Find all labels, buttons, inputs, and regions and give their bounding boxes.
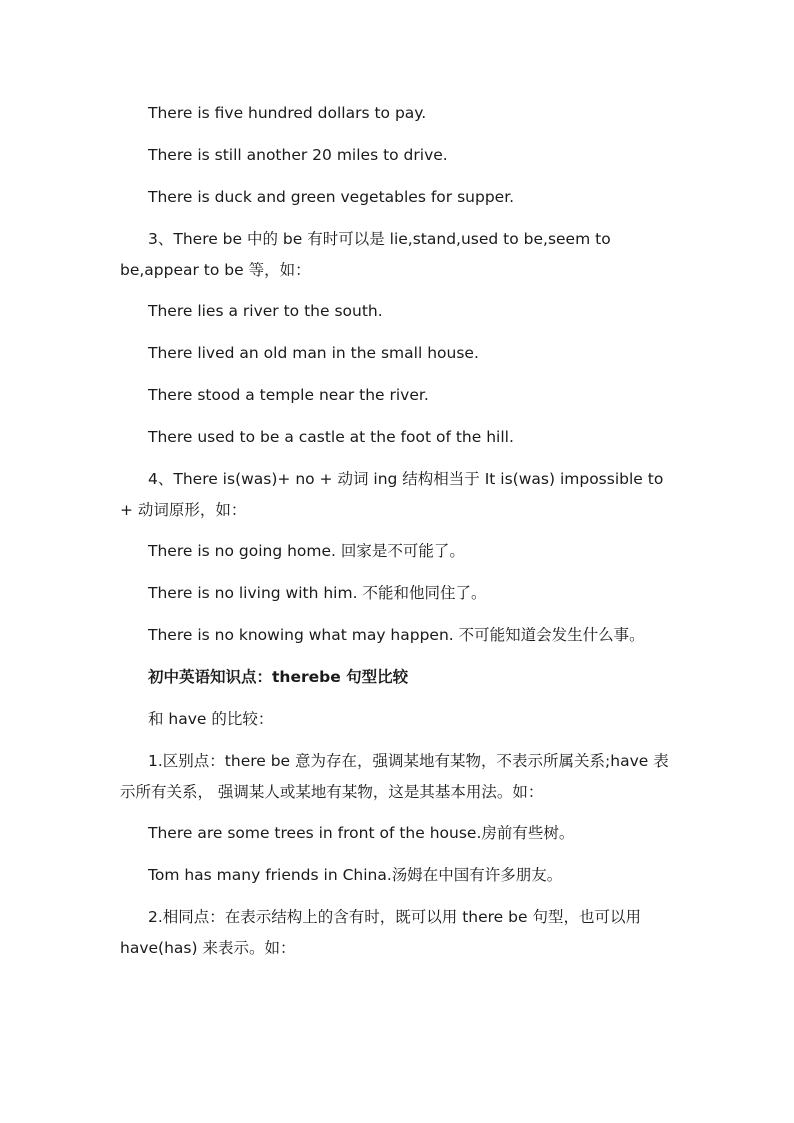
rule-paragraph-4: 4、There is(was)+ no + 动词 ing 结构相当于 It is(was) impossible to + 动词原形，如： — [120, 470, 664, 519]
example-sentence: There is no knowing what may happen. 不可能知道会发生什么事。 — [148, 626, 645, 644]
section-heading: 初中英语知识点：therebe 句型比较 — [148, 668, 409, 686]
example-sentence: There is no going home. 回家是不可能了。 — [148, 542, 465, 560]
example-sentence: There stood a temple near the river. — [148, 386, 429, 404]
subheading: 和 have 的比较： — [148, 710, 274, 728]
example-sentence: There is no living with him. 不能和他同住了。 — [148, 584, 487, 602]
example-sentence: There used to be a castle at the foot of the hill. — [148, 428, 514, 446]
difference-paragraph: 1.区别点：there be 意为存在，强调某地有某物，不表示所属关系;have 表示所有关系， 强调某人或某地有某物，这是其基本用法。如： — [120, 752, 669, 801]
example-sentence: There lived an old man in the small house. — [148, 344, 479, 362]
example-sentence: Tom has many friends in China.汤姆在中国有许多朋友。 — [148, 866, 563, 884]
example-sentence: There is five hundred dollars to pay. — [148, 104, 427, 122]
example-sentence: There lies a river to the south. — [148, 302, 383, 320]
example-sentence: There is duck and green vegetables for supper. — [148, 188, 515, 206]
example-sentence: There is still another 20 miles to drive. — [148, 146, 448, 164]
similarity-paragraph: 2.相同点：在表示结构上的含有时，既可以用 there be 句型，也可以用 have(has) 来表示。如： — [120, 908, 641, 957]
rule-paragraph-3: 3、There be 中的 be 有时可以是 lie,stand,used to be,seem to be,appear to be 等，如： — [120, 230, 611, 279]
example-sentence: There are some trees in front of the house.房前有些树。 — [148, 824, 575, 842]
